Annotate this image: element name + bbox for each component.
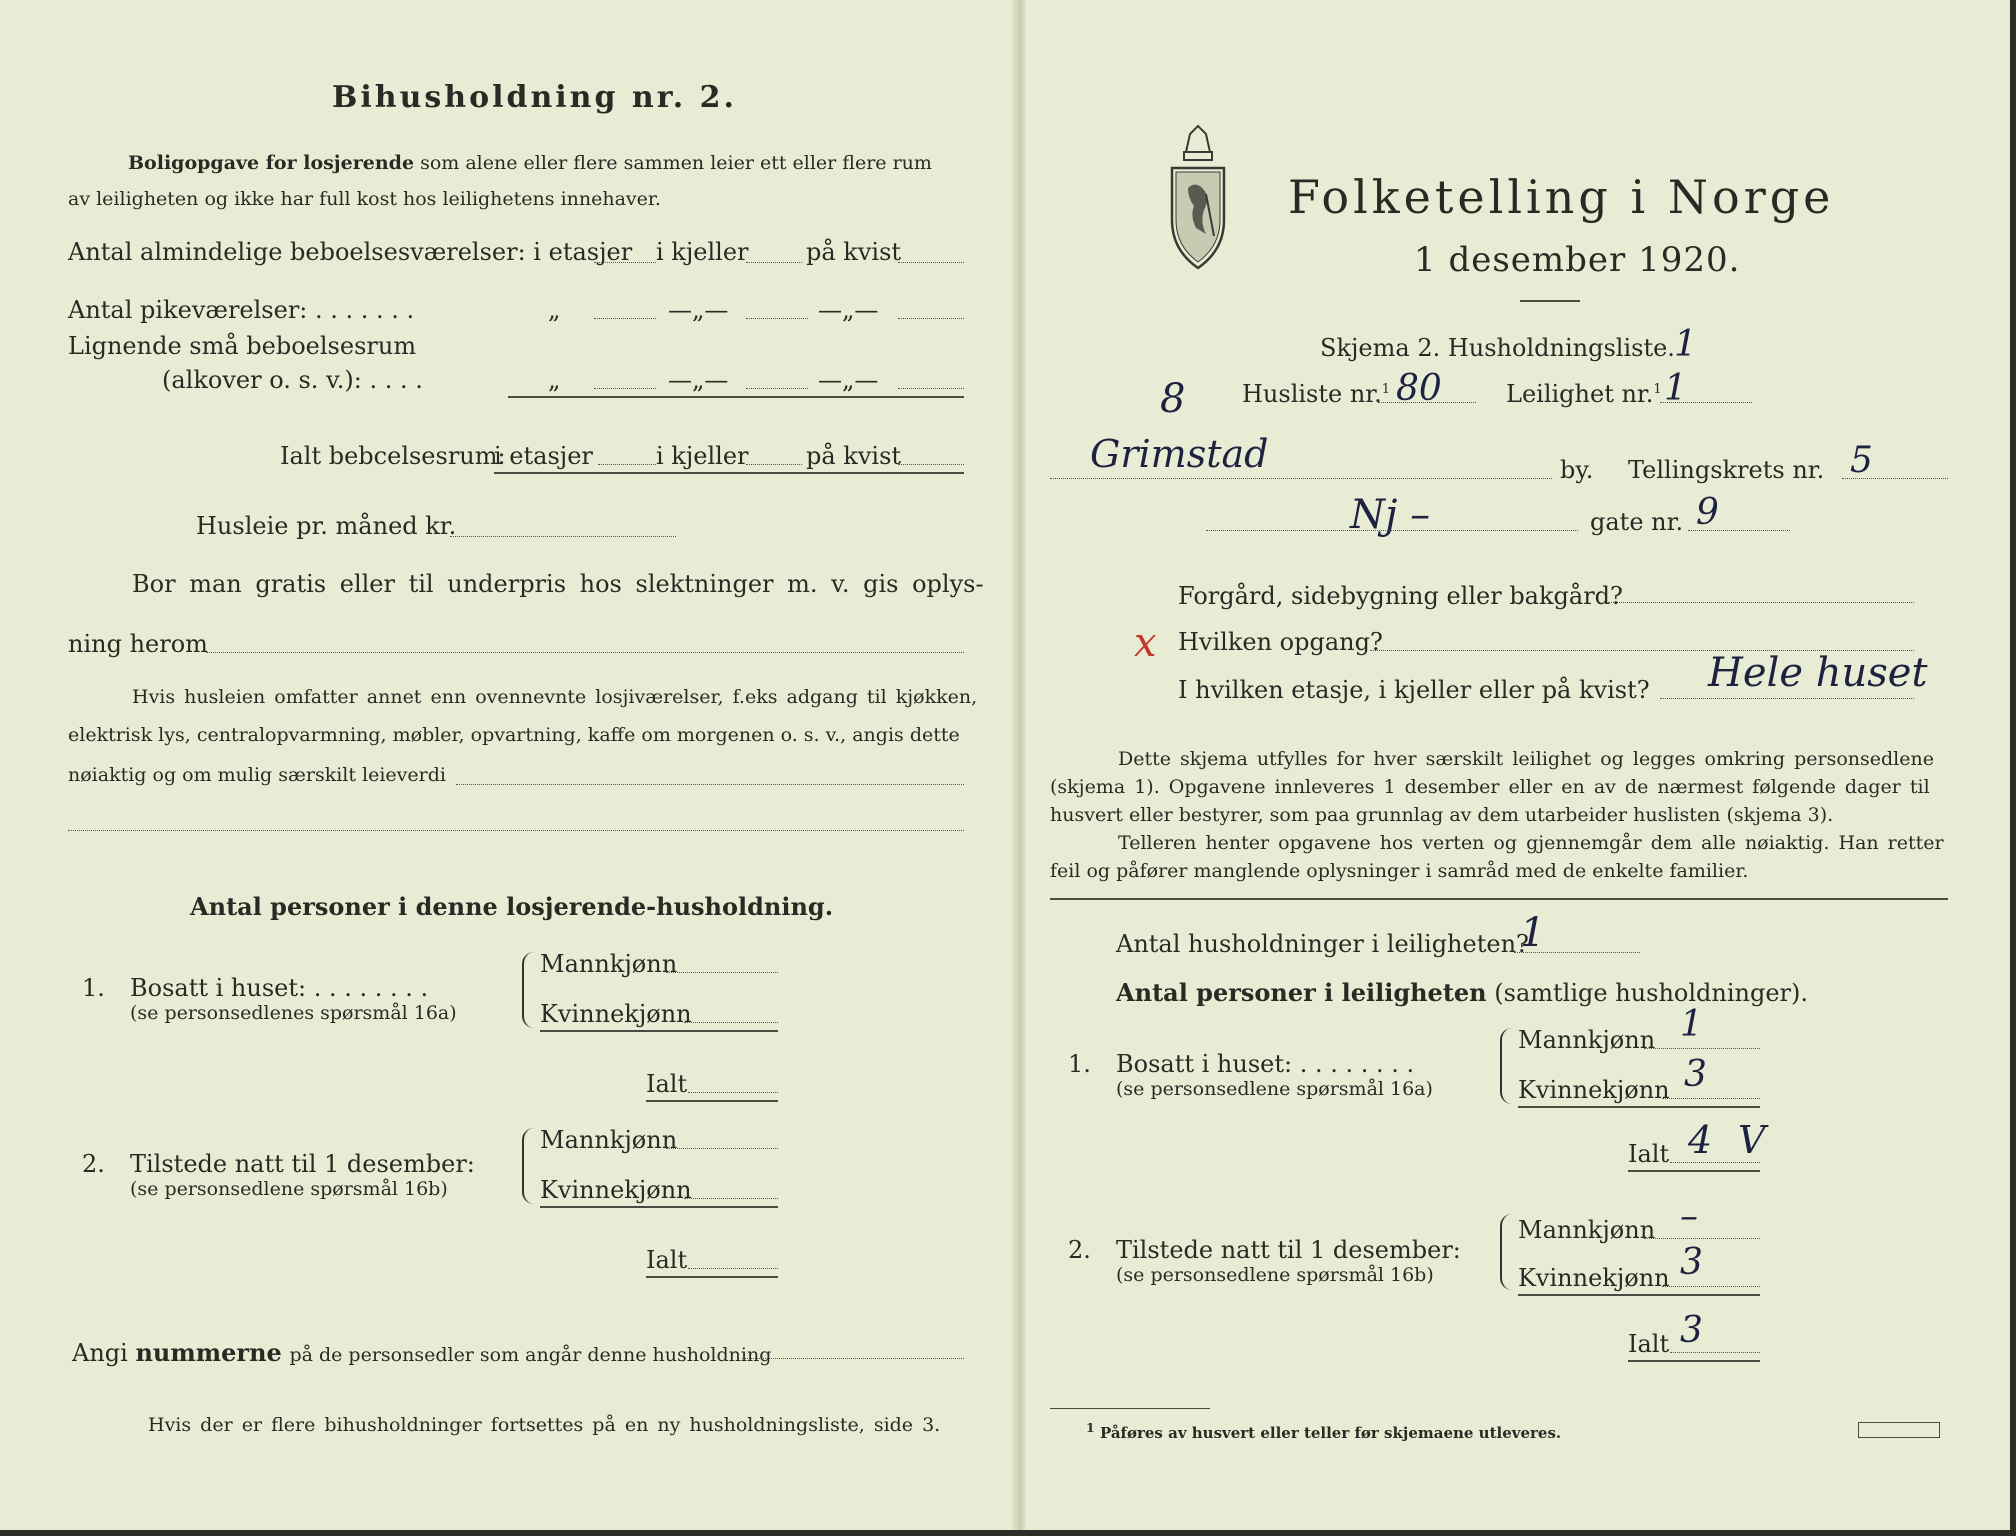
husliste-field[interactable] bbox=[1378, 402, 1476, 403]
rooms-label: Antal almindelige beboelsesværelser: i etasjer bbox=[68, 238, 633, 266]
right-q1-ialt-underline bbox=[1628, 1170, 1760, 1172]
gate-hand[interactable]: 9 bbox=[1696, 492, 1719, 533]
right-date: 1 desember 1920. bbox=[1414, 240, 1741, 280]
ialt-kjeller-label: i kjeller bbox=[656, 442, 749, 470]
opgang-mark: x bbox=[1134, 620, 1157, 666]
ialt-underline bbox=[494, 472, 964, 474]
tellingskrets-hand[interactable]: 5 bbox=[1850, 440, 1873, 481]
leilighet-field[interactable] bbox=[1660, 402, 1752, 403]
footnote-text: Påføres av husvert eller teller før skjemaene utleveres. bbox=[1099, 1424, 1562, 1442]
right-q1-kvinne-field[interactable] bbox=[1662, 1098, 1760, 1099]
info-line2: (skjema 1). Opgavene innleveres 1 desember eller en av de nærmest følgende dager til bbox=[1050, 776, 1930, 798]
page-edge-bottom bbox=[0, 1530, 2016, 1536]
hvis-field[interactable] bbox=[456, 784, 964, 785]
pike-ditto: „ bbox=[548, 296, 561, 324]
right-q2-ialt-underline bbox=[1628, 1360, 1760, 1362]
alkover-kvist-ditto: —„— bbox=[818, 366, 879, 394]
right-q2-kvinne-field[interactable] bbox=[1662, 1286, 1760, 1287]
right-q2-kvinne-hand[interactable]: 3 bbox=[1680, 1242, 1703, 1283]
husholdninger-label: Antal husholdninger i leiligheten? bbox=[1116, 930, 1529, 958]
right-q1-kvinne-label: Kvinnekjønn bbox=[1518, 1076, 1670, 1104]
street-field[interactable] bbox=[1206, 530, 1578, 531]
husleie-label: Husleie pr. måned kr. bbox=[196, 512, 457, 540]
pike-label: Antal pikeværelser: . . . . . . . bbox=[68, 296, 415, 324]
right-q1-kvinne-hand[interactable]: 3 bbox=[1684, 1054, 1707, 1095]
right-q2-ialt-label: Ialt bbox=[1628, 1330, 1670, 1358]
left-q2-ialt-label: Ialt bbox=[646, 1246, 688, 1274]
coat-of-arms-icon bbox=[1166, 124, 1230, 270]
alkover-kjeller-field[interactable] bbox=[746, 388, 808, 389]
info-line3: husvert eller bestyrer, som paa grunnlag av dem utarbeider huslisten (skjema 3). bbox=[1050, 804, 1834, 826]
gate-field[interactable] bbox=[1688, 530, 1790, 531]
right-q1-underline bbox=[1518, 1106, 1760, 1108]
footnote-num: 1 bbox=[1086, 1420, 1095, 1435]
ialt-kjeller-field[interactable] bbox=[746, 464, 802, 465]
pike-kjeller-ditto: —„— bbox=[668, 296, 729, 324]
angi-pre: Angi bbox=[72, 1339, 128, 1367]
angi-bold: nummerne bbox=[135, 1338, 282, 1367]
ialt-rooms-label: Ialt bebcelsesrum: bbox=[280, 442, 506, 470]
left-q1-ialt-field[interactable] bbox=[688, 1092, 778, 1093]
left-q2-num: 2. bbox=[82, 1150, 105, 1178]
town-field[interactable] bbox=[1050, 478, 1552, 479]
left-q1-brace bbox=[522, 952, 536, 1028]
bor-line2: ning herom bbox=[68, 630, 208, 658]
info-line5: feil og påfører manglende oplysninger i samråd med de enkelte familier. bbox=[1050, 860, 1749, 882]
alkover-label: (alkover o. s. v.): . . . . bbox=[162, 366, 423, 394]
right-q2-brace bbox=[1500, 1214, 1514, 1290]
etasje-hand[interactable]: Hele huset bbox=[1708, 650, 1928, 696]
left-q2-underline bbox=[540, 1206, 778, 1208]
bor-field[interactable] bbox=[206, 652, 964, 653]
right-q2-mann-label: Mannkjønn bbox=[1518, 1216, 1656, 1244]
left-q1-ialt-label: Ialt bbox=[646, 1070, 688, 1098]
left-q2-mann-field[interactable] bbox=[666, 1148, 778, 1149]
left-persons-heading: Antal personer i denne losjerende-husholdning. bbox=[190, 892, 834, 921]
husleie-field[interactable] bbox=[450, 536, 676, 537]
hvis-line1: Hvis husleien omfatter annet enn ovennevnte losjiværelser, f.eks adgang til kjøkken, bbox=[132, 686, 978, 708]
right-q1-mann-label: Mannkjønn bbox=[1518, 1026, 1656, 1054]
skjema-label: Skjema 2. Husholdningsliste. bbox=[1320, 334, 1675, 362]
ialt-kvist-field[interactable] bbox=[898, 464, 964, 465]
rooms-kjeller-field[interactable] bbox=[746, 262, 802, 263]
left-q1-label: Bosatt i huset: . . . . . . . . bbox=[130, 974, 429, 1002]
page-fold bbox=[1012, 0, 1026, 1536]
town-hand[interactable]: Grimstad bbox=[1090, 432, 1269, 476]
right-q1-ialt-label: Ialt bbox=[1628, 1140, 1670, 1168]
alkover-underline bbox=[508, 396, 964, 398]
page-edge-right bbox=[2010, 0, 2016, 1536]
opgang-label: Hvilken opgang? bbox=[1178, 628, 1383, 656]
tellingskrets-field[interactable] bbox=[1842, 478, 1948, 479]
left-footer: Hvis der er flere bihusholdninger fortsettes på en ny husholdningsliste, side 3. bbox=[148, 1414, 941, 1436]
rooms-kvist-field[interactable] bbox=[898, 262, 964, 263]
tellingskrets-label: Tellingskrets nr. bbox=[1628, 456, 1825, 484]
right-q2-kvinne-label: Kvinnekjønn bbox=[1518, 1264, 1670, 1292]
rooms-kvist-label: på kvist bbox=[806, 238, 902, 266]
bor-line1: Bor man gratis eller til underpris hos slektninger m. v. gis oplys- bbox=[132, 570, 984, 598]
left-q1-kvinne-label: Kvinnekjønn bbox=[540, 1000, 692, 1028]
alkover-ditto: „ bbox=[548, 366, 561, 394]
skjema-hand: 1 bbox=[1674, 324, 1697, 365]
left-q1-underline bbox=[540, 1030, 778, 1032]
left-q2-label: Tilstede natt til 1 desember: bbox=[130, 1150, 475, 1178]
right-q2-ialt-hand[interactable]: 3 bbox=[1680, 1310, 1703, 1351]
angi-rest: på de personsedler som angår denne husholdning bbox=[289, 1344, 772, 1366]
gate-label: gate nr. bbox=[1590, 508, 1684, 536]
left-title: Bihusholdning nr. 2. bbox=[332, 80, 737, 115]
pike-etasjer-field[interactable] bbox=[594, 318, 656, 319]
left-q1-kvinne-field[interactable] bbox=[684, 1022, 778, 1023]
right-q2-label: Tilstede natt til 1 desember: bbox=[1116, 1236, 1461, 1264]
right-q1-mann-field[interactable] bbox=[1644, 1048, 1760, 1049]
right-q1-label: Bosatt i huset: . . . . . . . . bbox=[1116, 1050, 1415, 1078]
pike-kjeller-field[interactable] bbox=[746, 318, 808, 319]
left-q2-kvinne-field[interactable] bbox=[684, 1198, 778, 1199]
printer-stamp bbox=[1858, 1422, 1940, 1438]
left-q2-ialt-underline bbox=[646, 1276, 778, 1278]
rooms-kjeller-label: i kjeller bbox=[656, 238, 749, 266]
ialt-etasjer-field[interactable] bbox=[598, 464, 656, 465]
alkover-kjeller-ditto: —„— bbox=[668, 366, 729, 394]
right-persons-heading-rest: (samtlige husholdninger). bbox=[1494, 979, 1809, 1007]
info-line4: Telleren henter opgavene hos verten og gjennemgår dem alle nøiaktig. Han retter bbox=[1118, 832, 1944, 854]
right-q1-num: 1. bbox=[1068, 1050, 1091, 1078]
lignende-label: Lignende små beboelsesrum bbox=[68, 332, 417, 360]
hvis-field-2[interactable] bbox=[68, 830, 964, 831]
right-q2-num: 2. bbox=[1068, 1236, 1091, 1264]
intro-rest: som alene eller flere sammen leier ett eller flere rum bbox=[420, 152, 932, 174]
husliste-hand[interactable]: 80 bbox=[1396, 368, 1442, 409]
right-q2-sub: (se personsedlene spørsmål 16b) bbox=[1116, 1264, 1434, 1286]
left-q2-ialt-field[interactable] bbox=[688, 1268, 778, 1269]
margin-hand: 8 bbox=[1160, 376, 1186, 422]
left-q2-mann-label: Mannkjønn bbox=[540, 1126, 678, 1154]
ialt-etasjer-label: i etasjer bbox=[494, 442, 593, 470]
right-q1-mann-hand[interactable]: 1 bbox=[1680, 1004, 1703, 1045]
etasje-field[interactable] bbox=[1660, 698, 1914, 699]
ialt-kvist-label: på kvist bbox=[806, 442, 902, 470]
right-persons-heading-bold: Antal personer i leiligheten bbox=[1116, 978, 1487, 1007]
left-q1-mann-field[interactable] bbox=[666, 972, 778, 973]
hvis-line2: elektrisk lys, centralopvarmning, møbler, opvartning, kaffe om morgenen o. s. v., angis dette bbox=[68, 724, 960, 746]
right-q2-mann-field[interactable] bbox=[1644, 1238, 1760, 1239]
left-q2-brace bbox=[522, 1128, 536, 1204]
etasje-label: I hvilken etasje, i kjeller eller på kvist? bbox=[1178, 676, 1650, 704]
right-q2-underline bbox=[1518, 1294, 1760, 1296]
right-q1-ialt-hand[interactable]: 4 bbox=[1688, 1118, 1713, 1162]
leilighet-hand[interactable]: 1 bbox=[1664, 368, 1687, 409]
intro-line2: av leiligheten og ikke har full kost hos leilighetens innehaver. bbox=[68, 188, 661, 210]
right-q1-brace bbox=[1500, 1028, 1514, 1104]
right-q1-check-hand: V bbox=[1738, 1118, 1766, 1162]
left-q1-ialt-underline bbox=[646, 1100, 778, 1102]
right-q2-ialt-field[interactable] bbox=[1670, 1352, 1760, 1353]
husliste-label: Husliste nr. bbox=[1242, 380, 1382, 408]
alkover-kvist-field[interactable] bbox=[898, 388, 964, 389]
left-q1-mann-label: Mannkjønn bbox=[540, 950, 678, 978]
info-line1: Dette skjema utfylles for hver særskilt leilighet og legges omkring personsedlene bbox=[1118, 748, 1934, 770]
husholdninger-hand[interactable]: 1 bbox=[1520, 910, 1546, 956]
by-label: by. bbox=[1560, 456, 1594, 484]
right-q1-ialt-field[interactable] bbox=[1670, 1162, 1760, 1163]
angi-field[interactable] bbox=[742, 1358, 964, 1359]
husliste-sup: 1 bbox=[1381, 382, 1391, 397]
forgard-field[interactable] bbox=[1608, 602, 1914, 603]
rooms-etasjer-field[interactable] bbox=[594, 262, 656, 263]
left-q2-sub: (se personsedlene spørsmål 16b) bbox=[130, 1178, 448, 1200]
footnote-rule bbox=[1050, 1408, 1210, 1409]
right-title: Folketelling i Norge bbox=[1288, 170, 1835, 224]
street-hand[interactable]: Nj – bbox=[1350, 492, 1431, 538]
pike-kvist-field[interactable] bbox=[898, 318, 964, 319]
leilighet-label: Leilighet nr. bbox=[1506, 380, 1654, 408]
left-q2-kvinne-label: Kvinnekjønn bbox=[540, 1176, 692, 1204]
right-q1-sub: (se personsedlene spørsmål 16a) bbox=[1116, 1078, 1433, 1100]
left-q1-num: 1. bbox=[82, 974, 105, 1002]
alkover-etasjer-field[interactable] bbox=[594, 388, 656, 389]
hvis-line3: nøiaktig og om mulig særskilt leieverdi bbox=[68, 764, 446, 786]
leilighet-sup: 1 bbox=[1653, 382, 1662, 397]
info-divider bbox=[1050, 898, 1948, 900]
title-divider bbox=[1520, 300, 1580, 302]
forgard-label: Forgård, sidebygning eller bakgård? bbox=[1178, 582, 1623, 610]
husholdninger-field[interactable] bbox=[1514, 952, 1640, 953]
intro-bold: Boligopgave for losjerende bbox=[128, 152, 415, 174]
left-q1-sub: (se personsedlenes spørsmål 16a) bbox=[130, 1002, 457, 1024]
right-q2-mann-hand[interactable]: – bbox=[1680, 1196, 1698, 1237]
pike-kvist-ditto: —„— bbox=[818, 296, 879, 324]
